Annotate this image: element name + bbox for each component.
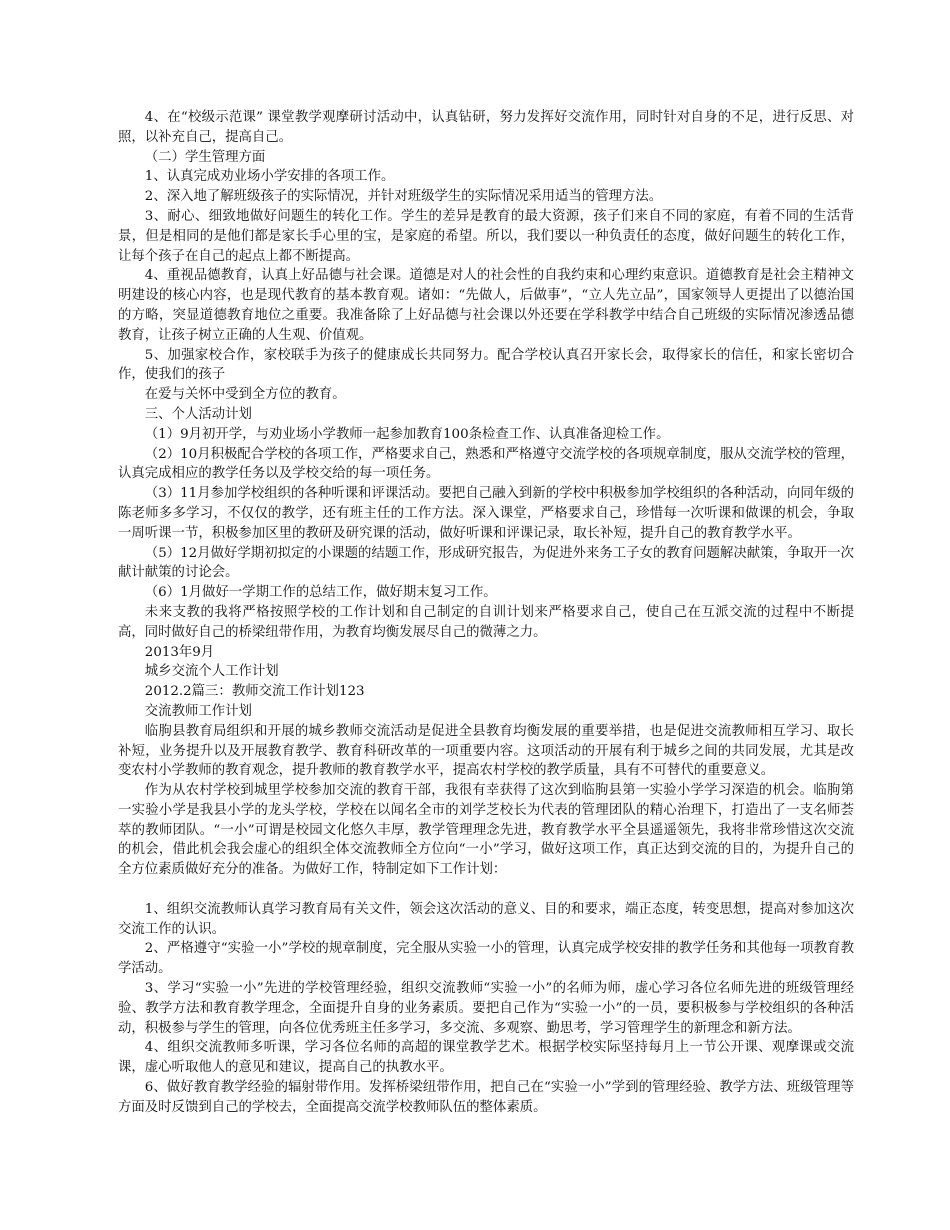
paragraph: 4、在“校级示范课” 课堂教学观摩研讨活动中，认真钻研，努力发挥好交流作用，同时针对自身的不足，进行反思、对照，以补充自己，提高自己。 [118, 110, 854, 145]
paragraph: 3、耐心、细致地做好问题生的转化工作。学生的差异是教育的最大资源，孩子们来自不同的家庭，有着不同的生活背景，但是相同的是他们都是家长手心里的宝，是家庭的希望。所以，我们要以一种负责任的态度，做好问题生的转化工作，让每个孩子在自己的起点上都不断提高。 [118, 208, 854, 264]
paragraph: 1、认真完成劝业场小学安排的各项工作。 [144, 169, 395, 185]
paragraph: （1）9月初开学，与劝业场小学教师一起参加教育100条检查工作、认真准备迎检工作。 [144, 426, 670, 442]
section-heading: 交流教师工作计划 [144, 703, 252, 719]
paragraph: （6）1月做好一学期工作的总结工作，做好期末复习工作。 [144, 585, 497, 601]
paragraph: 2、深入地了解班级孩子的实际情况，并针对班级学生的实际情况采用适当的管理方法。 [144, 189, 663, 205]
paragraph: 5、加强家校合作，家校联手为孩子的健康成长共同努力。配合学校认真召开家长会，取得家长的信任，和家长密切合作，使我们的孩子 [118, 347, 854, 383]
paragraph: 2、严格遵守“实验一小”学校的规章制度，完全服从实验一小的管理，认真完成学校安排的教学任务和其他每一项教育教学活动。 [118, 941, 854, 977]
paragraph: 4、组织交流教师多听课，学习各位名师的高超的课堂教学艺术。根据学校实际坚持每月上一节公开课、观摩课或交流课，虚心听取他人的意见和建议，提高自己的执教水平。 [118, 1040, 854, 1076]
section-heading: 三、个人活动计划 [144, 406, 252, 422]
paragraph: 1、组织交流教师认真学习教育局有关文件，领会这次活动的意义、目的和要求，端正态度，转变思想，提高对参加这次交流工作的认识。 [118, 901, 854, 937]
paragraph: 作为从农村学校到城里学校参加交流的教育干部，我很有幸获得了这次到临朐县第一实验小学学习深造的机会。临朐第一实验小学是我县小学的龙头学校，学校在以闻名全市的刘学芝校长为代表的管理团队的精心治理下，打造出了一支名师荟萃的教师团队。“一小”可谓是校园文化悠久丰厚，教学管理理念先进，教育教学水平全县遥遥领先，我将非常珍惜这次交流的机会，借此机会我会虚心的组织全体交流教师全方位向“一小”学习，做好这项工作，真正达到交流的目的，为提升自己的全方位素质做好充分的准备。为做好工作，特制定如下工作计划： [118, 783, 854, 878]
paragraph: 临朐县教育局组织和开展的城乡教师交流活动是促进全县教育均衡发展的重要举措，也是促进交流教师相互学习、取长补短，业务提升以及开展教育教学、教育科研改革的一项重要内容。这项活动的开展有利于城乡之间的共同发展，尤其是改变农村小学教师的教育观念，提升教师的教育教学水平，提高农村学校的教学质量，具有不可替代的重要意义。 [118, 723, 854, 779]
paragraph: （3）11月参加学校组织的各种听课和评课活动。要把自己融入到新的学校中积极参加学校组织的各种活动，向同年级的陈老师多多学习，不仅仅的教学，还有班主任的工作方法。深入课堂，严格要求自己，珍惜每一次听课和做课的机会，争取一周听课一节，积极参加区里的教研及研究课的活动，做好听课和评课记录，取长补短，提升自己的教育教学水平。 [118, 486, 854, 541]
section-heading: （二）学生管理方面 [144, 149, 266, 165]
paragraph: 未来支教的我将严格按照学校的工作计划和自己制定的自训计划来严格要求自己，使自己在互派交流的过程中不断提高，同时做好自己的桥梁纽带作用，为教育均衡发展尽自己的微薄之力。 [118, 604, 854, 640]
title-line: 2012.2篇三：教师交流工作计划123 [144, 684, 365, 700]
title-line: 城乡交流个人工作计划 [144, 664, 279, 680]
paragraph: （2）10月积极配合学校的各项工作，严格要求自己，熟悉和严格遵守交流学校的各项规章制度，服从交流学校的管理，认真完成相应的教学任务以及学校交给的每一项任务。 [118, 446, 854, 482]
paragraph: 4、重视品德教育，认真上好品德与社会课。道德是对人的社会性的自我约束和心理约束意识。道德教育是社会主精神文明建设的核心内容，也是现代教育的基本教育观。诸如：“先做人，后做事”，“立人先立品”，国家领导人更提出了以德治国的方略，突显道德教育地位之重要。我准备除了上好品德与社会课以外还要在学科教学中结合自己班级的实际情况渗透品德教育，让孩子树立正确的人生观、价值观。 [118, 268, 854, 343]
paragraph: 在爱与关怀中受到全方位的教育。 [144, 387, 346, 403]
paragraph: 6、做好教育教学经验的辐射带作用。发挥桥梁纽带作用，把自己在“实验一小”学到的管理经验、教学方法、班级管理等方面及时反馈到自己的学校去，全面提高交流学校教师队伍的整体素质。 [118, 1080, 854, 1115]
date-line: 2013年9月 [144, 644, 215, 660]
blank-line [118, 880, 854, 900]
paragraph: 3、学习“实验一小”先进的学校管理经验，组织交流教师“实验一小”的名师为师，虚心学习各位名师先进的班级管理经验、教学方法和教育教学理念，全面提升自身的业务素质。要把自己作为“实验一小”的一员，要积极参与学校组织的各种活动，积极参与学生的管理，向各位优秀班主任多学习，多交流、多观察、勤思考，学习管理学生的新理念和新方法。 [118, 981, 854, 1036]
paragraph: （5）12月做好学期初拟定的小课题的结题工作，形成研究报告，为促进外来务工子女的教育问题解决献策，争取开一次献计献策的讨论会。 [118, 545, 854, 581]
